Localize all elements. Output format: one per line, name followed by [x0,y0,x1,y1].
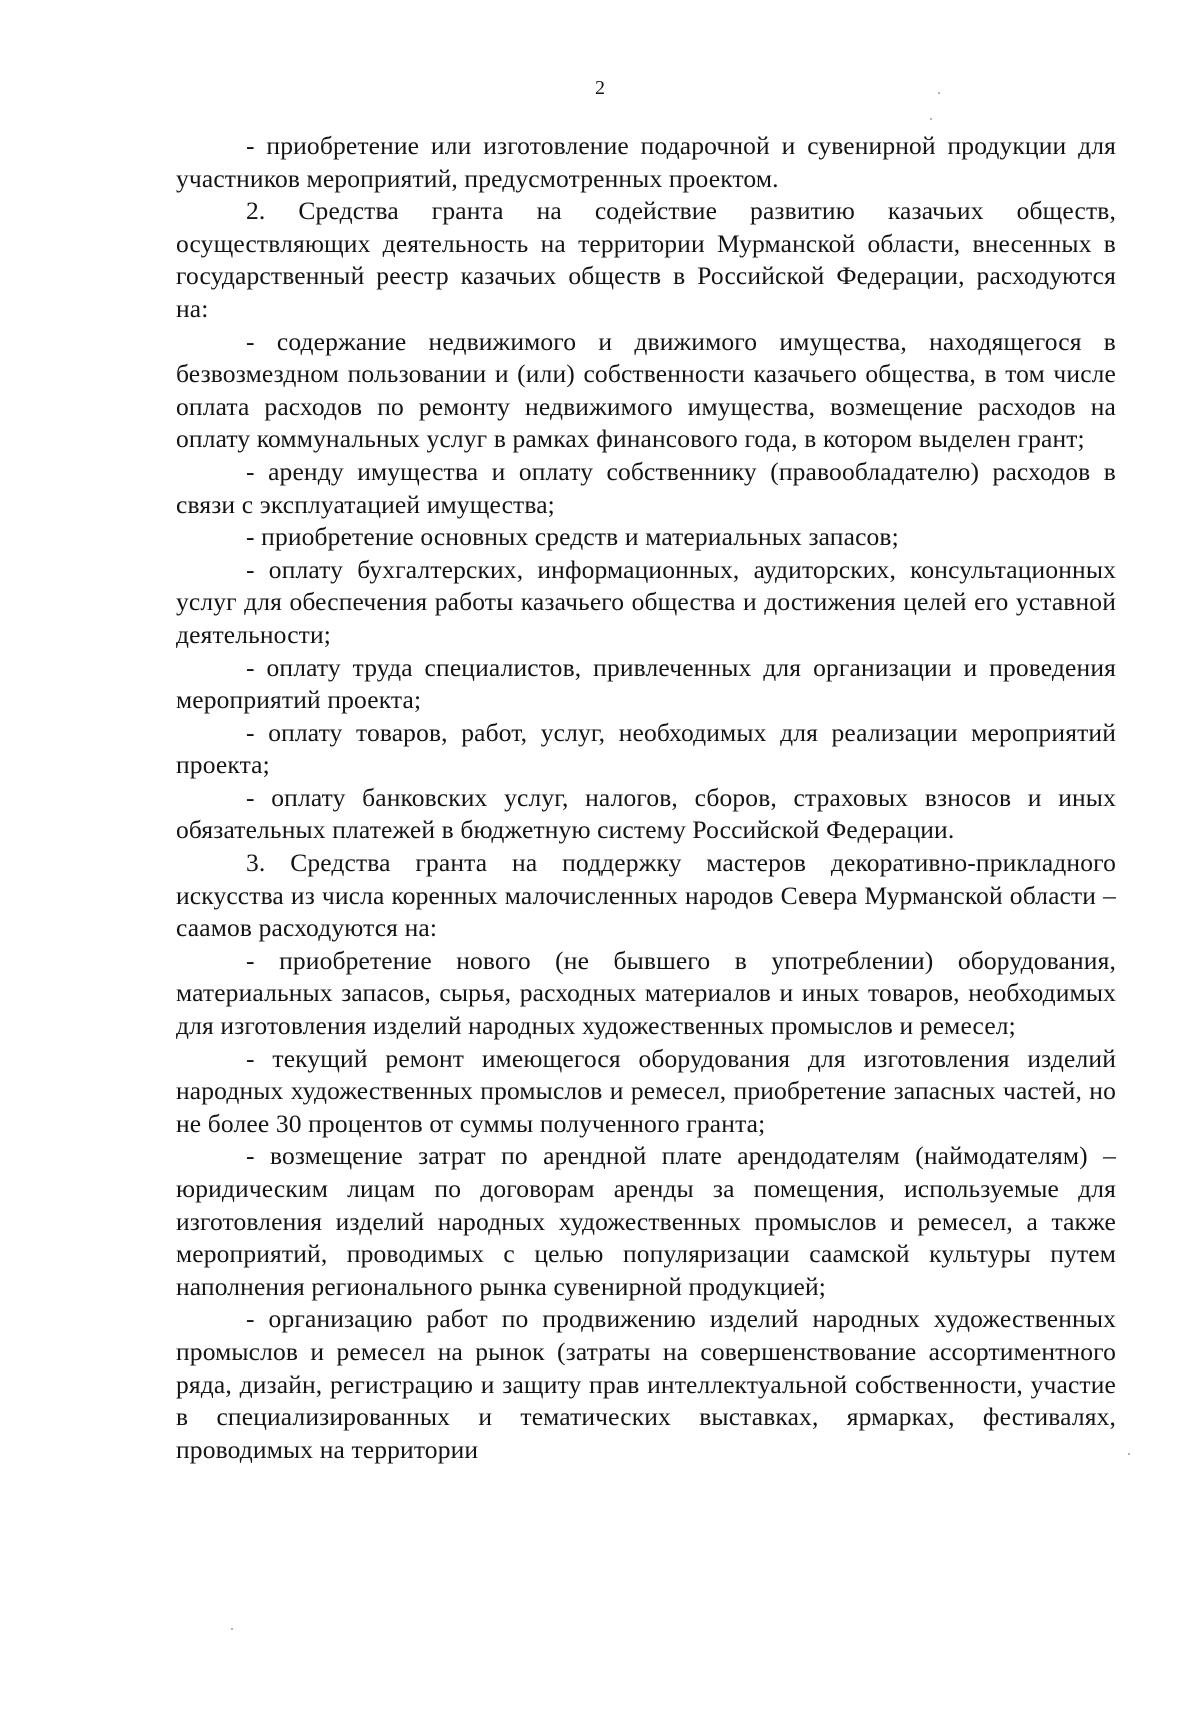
page-number: 2 [595,77,605,99]
paragraph-market-promotion: - организацию работ по продвижению изделий народных художественных промыслов и ремесел на рынок (затраты на совершенствование ассортиментного ряда, дизайн, регистрацию и защиту прав интеллектуальной собственности, участие в специализированных и тематических выставках, ярмарках, фестивалях, проводимых на территории [176,1304,1116,1464]
paragraph-rent-reimbursement: - возмещение затрат по арендной плате арендодателям (наймодателям) – юридическим лицам по договорам аренды за помещения, используемые для изготовления изделий народных художественных промыслов и ремесел, а также мероприятий, проводимых с целью популяризации саамской культуры путем наполнения регионального рынка сувенирной продукцией; [176,1141,1116,1301]
scan-speck [930,118,932,120]
paragraph-saami-grant-heading: 3. Средства гранта на поддержку мастеров декоративно-прикладного искусства из числа коренных малочисленных народов Севера Мурманской области – саамов расходуются на: [176,848,1116,943]
scan-speck [1128,1453,1130,1455]
paragraph-new-equipment: - приобретение нового (не бывшего в употреблении) оборудования, материальных запасов, сырья, расходных материалов и иных товаров, необходимых для изготовления изделий народных художественных промыслов и ремесел; [176,945,1116,1041]
paragraph-property-rent: - аренду имущества и оплату собственнику (правообладателю) расходов в связи с эксплуатацией имущества; [176,456,1116,519]
paragraph-cossack-grant-heading: 2. Средства гранта на содействие развитию казачьих обществ, осуществляющих деятельность на территории Мурманской области, внесенных в государственный реестр казачьих обществ в Российской Федерации, расходуются на: [176,196,1116,323]
paragraph-bank-services-taxes: - оплату банковских услуг, налогов, сборов, страховых взносов и иных обязательных платежей в бюджетную систему Российской Федерации. [176,782,1116,845]
paragraph-equipment-repair: - текущий ремонт имеющегося оборудования для изготовления изделий народных художественных промыслов и ремесел, приобретение запасных частей, но не более 30 процентов от суммы полученного гранта; [176,1043,1116,1138]
paragraph-souvenir-products: - приобретение или изготовление подарочной и сувенирной продукции для участников мероприятий, предусмотренных проектом. [176,131,1116,193]
scan-speck [231,1628,233,1630]
document-body [176,130,1116,1466]
paragraph-goods-works-services: - оплату товаров, работ, услуг, необходимых для реализации мероприятий проекта; [176,717,1116,780]
paragraph-fixed-assets: - приобретение основных средств и материальных запасов; [246,522,899,552]
paragraph-consulting-services: - оплату бухгалтерских, информационных, аудиторских, консультационных услуг для обеспечения работы казачьего общества и достижения целей его уставной деятельности; [176,554,1116,649]
scan-speck [938,92,940,94]
paragraph-specialist-labor: - оплату труда специалистов, привлеченных для организации и проведения мероприятий проекта; [176,652,1116,715]
paragraph-property-maintenance: - содержание недвижимого и движимого имущества, находящегося в безвозмездном пользовании и (или) собственности казачьего общества, в том числе оплата расходов по ремонту недвижимого имущества, возмещение расходов на оплату коммунальных услуг в рамках финансового года, в котором выделен грант; [176,326,1116,454]
